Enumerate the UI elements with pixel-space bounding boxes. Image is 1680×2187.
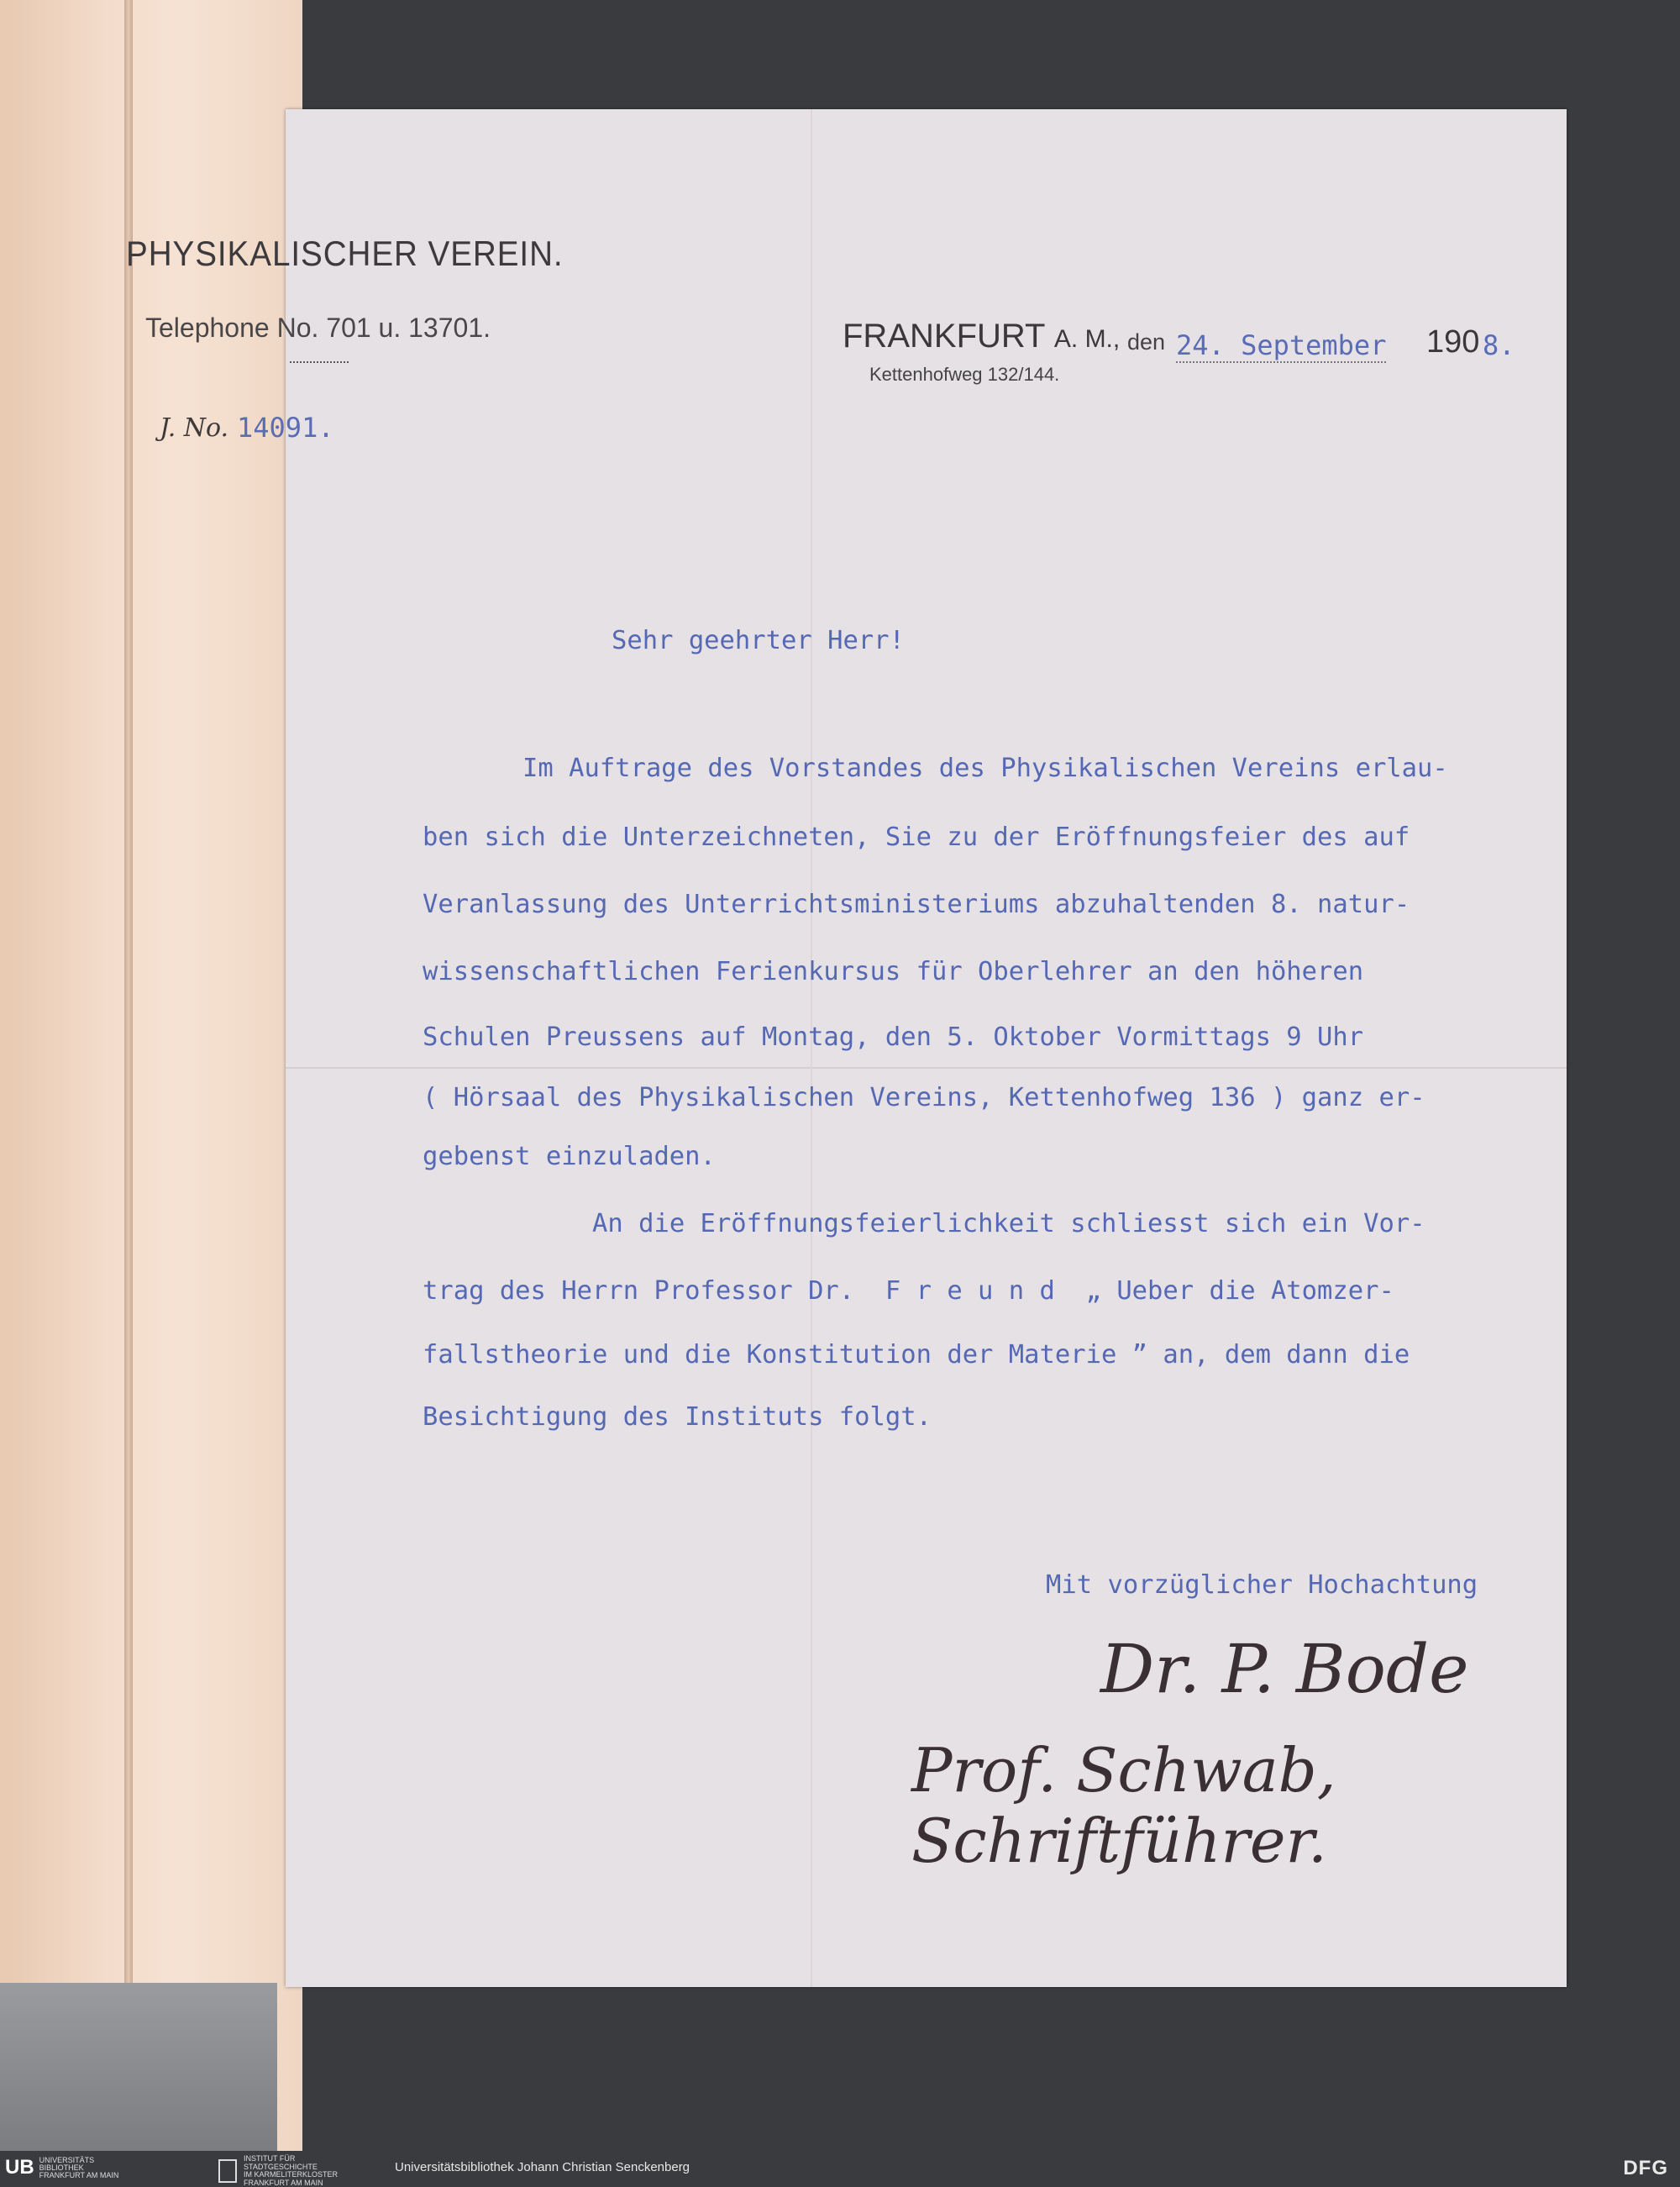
inst-text-line: FRANKFURT AM MAIN bbox=[244, 2179, 338, 2187]
body-line: fallstheorie und die Konstitution der Materie ” an, dem dann die bbox=[423, 1343, 1410, 1369]
ornament-divider bbox=[290, 361, 349, 365]
body-line: Schulen Preussens auf Montag, den 5. Oktober Vormittags 9 Uhr bbox=[423, 1025, 1363, 1051]
binding-edge bbox=[124, 0, 133, 2151]
library-name: Universitätsbibliothek Johann Christian Senckenberg bbox=[395, 2160, 690, 2174]
institute-logo bbox=[218, 2155, 338, 2187]
body-line: ( Hörsaal des Physikalischen Vereins, Kettenhofweg 136 ) ganz er- bbox=[423, 1086, 1425, 1112]
body-line: Im Auftrage des Vorstandes des Physikalischen Vereins erlau- bbox=[522, 756, 1448, 782]
letter-date: 24. September bbox=[1176, 329, 1386, 363]
inst-text-line: STADTGESCHICHTE bbox=[244, 2163, 338, 2172]
ub-logo bbox=[5, 2156, 118, 2179]
footer-bar bbox=[0, 2151, 1680, 2184]
ub-logo-mark: UB bbox=[5, 2156, 34, 2179]
inst-text-line: IM KARMELITERKLOSTER bbox=[244, 2171, 338, 2179]
ub-text-line: FRANKFURT AM MAIN bbox=[39, 2172, 119, 2179]
org-name: PHYSIKALISCHER VEREIN. bbox=[126, 234, 564, 274]
dfg-logo: DFG bbox=[1623, 2157, 1668, 2180]
fold-line-horizontal bbox=[286, 1067, 1567, 1069]
signature-bode: Dr. P. Bode bbox=[1100, 1630, 1468, 1708]
year-digit: 8. bbox=[1483, 329, 1515, 361]
body-line: Veranlassung des Unterrichtsministeriums abzuhaltenden 8. natur- bbox=[423, 892, 1410, 918]
body-line: trag des Herrn Professor Dr. F r e u n d „ Ueber die Atomzer- bbox=[423, 1279, 1394, 1305]
closing: Mit vorzüglicher Hochachtung bbox=[1046, 1573, 1478, 1599]
body-line: Besichtigung des Instituts folgt. bbox=[423, 1405, 932, 1431]
body-line: wissenschaftlichen Ferienkursus für Oberlehrer an den höheren bbox=[423, 959, 1363, 986]
ub-text-line: UNIVERSITÄTS bbox=[39, 2157, 119, 2164]
city: FRANKFURT bbox=[843, 318, 1045, 355]
signature-schwab: Prof. Schwab, Schriftführer. bbox=[911, 1735, 1680, 1876]
body-line: An die Eröffnungsfeierlichkeit schliesst sich ein Vor- bbox=[592, 1212, 1425, 1238]
ub-logo-text bbox=[39, 2157, 119, 2179]
den-label: den bbox=[1127, 329, 1165, 355]
body-line: gebenst einzuladen. bbox=[423, 1144, 716, 1170]
telephone-line: Telephone No. 701 u. 13701. bbox=[145, 313, 491, 344]
ub-text-line: BIBLIOTHEK bbox=[39, 2164, 119, 2172]
city-line bbox=[843, 318, 1120, 355]
salutation: Sehr geehrter Herr! bbox=[612, 628, 905, 655]
body-line: ben sich die Unterzeichneten, Sie zu der Eröffnungsfeier des auf bbox=[423, 825, 1410, 851]
inst-text-line: INSTITUT FÜR bbox=[244, 2155, 338, 2163]
year-prefix: 190 bbox=[1426, 324, 1479, 360]
binding-cloth bbox=[0, 1983, 277, 2151]
journal-number: 14091. bbox=[237, 412, 334, 444]
institute-icon bbox=[218, 2159, 237, 2183]
institute-text bbox=[244, 2155, 338, 2187]
journal-label: J. No. bbox=[160, 413, 228, 443]
address: Kettenhofweg 132/144. bbox=[869, 364, 1059, 386]
city-suffix: A. M., bbox=[1054, 325, 1120, 353]
